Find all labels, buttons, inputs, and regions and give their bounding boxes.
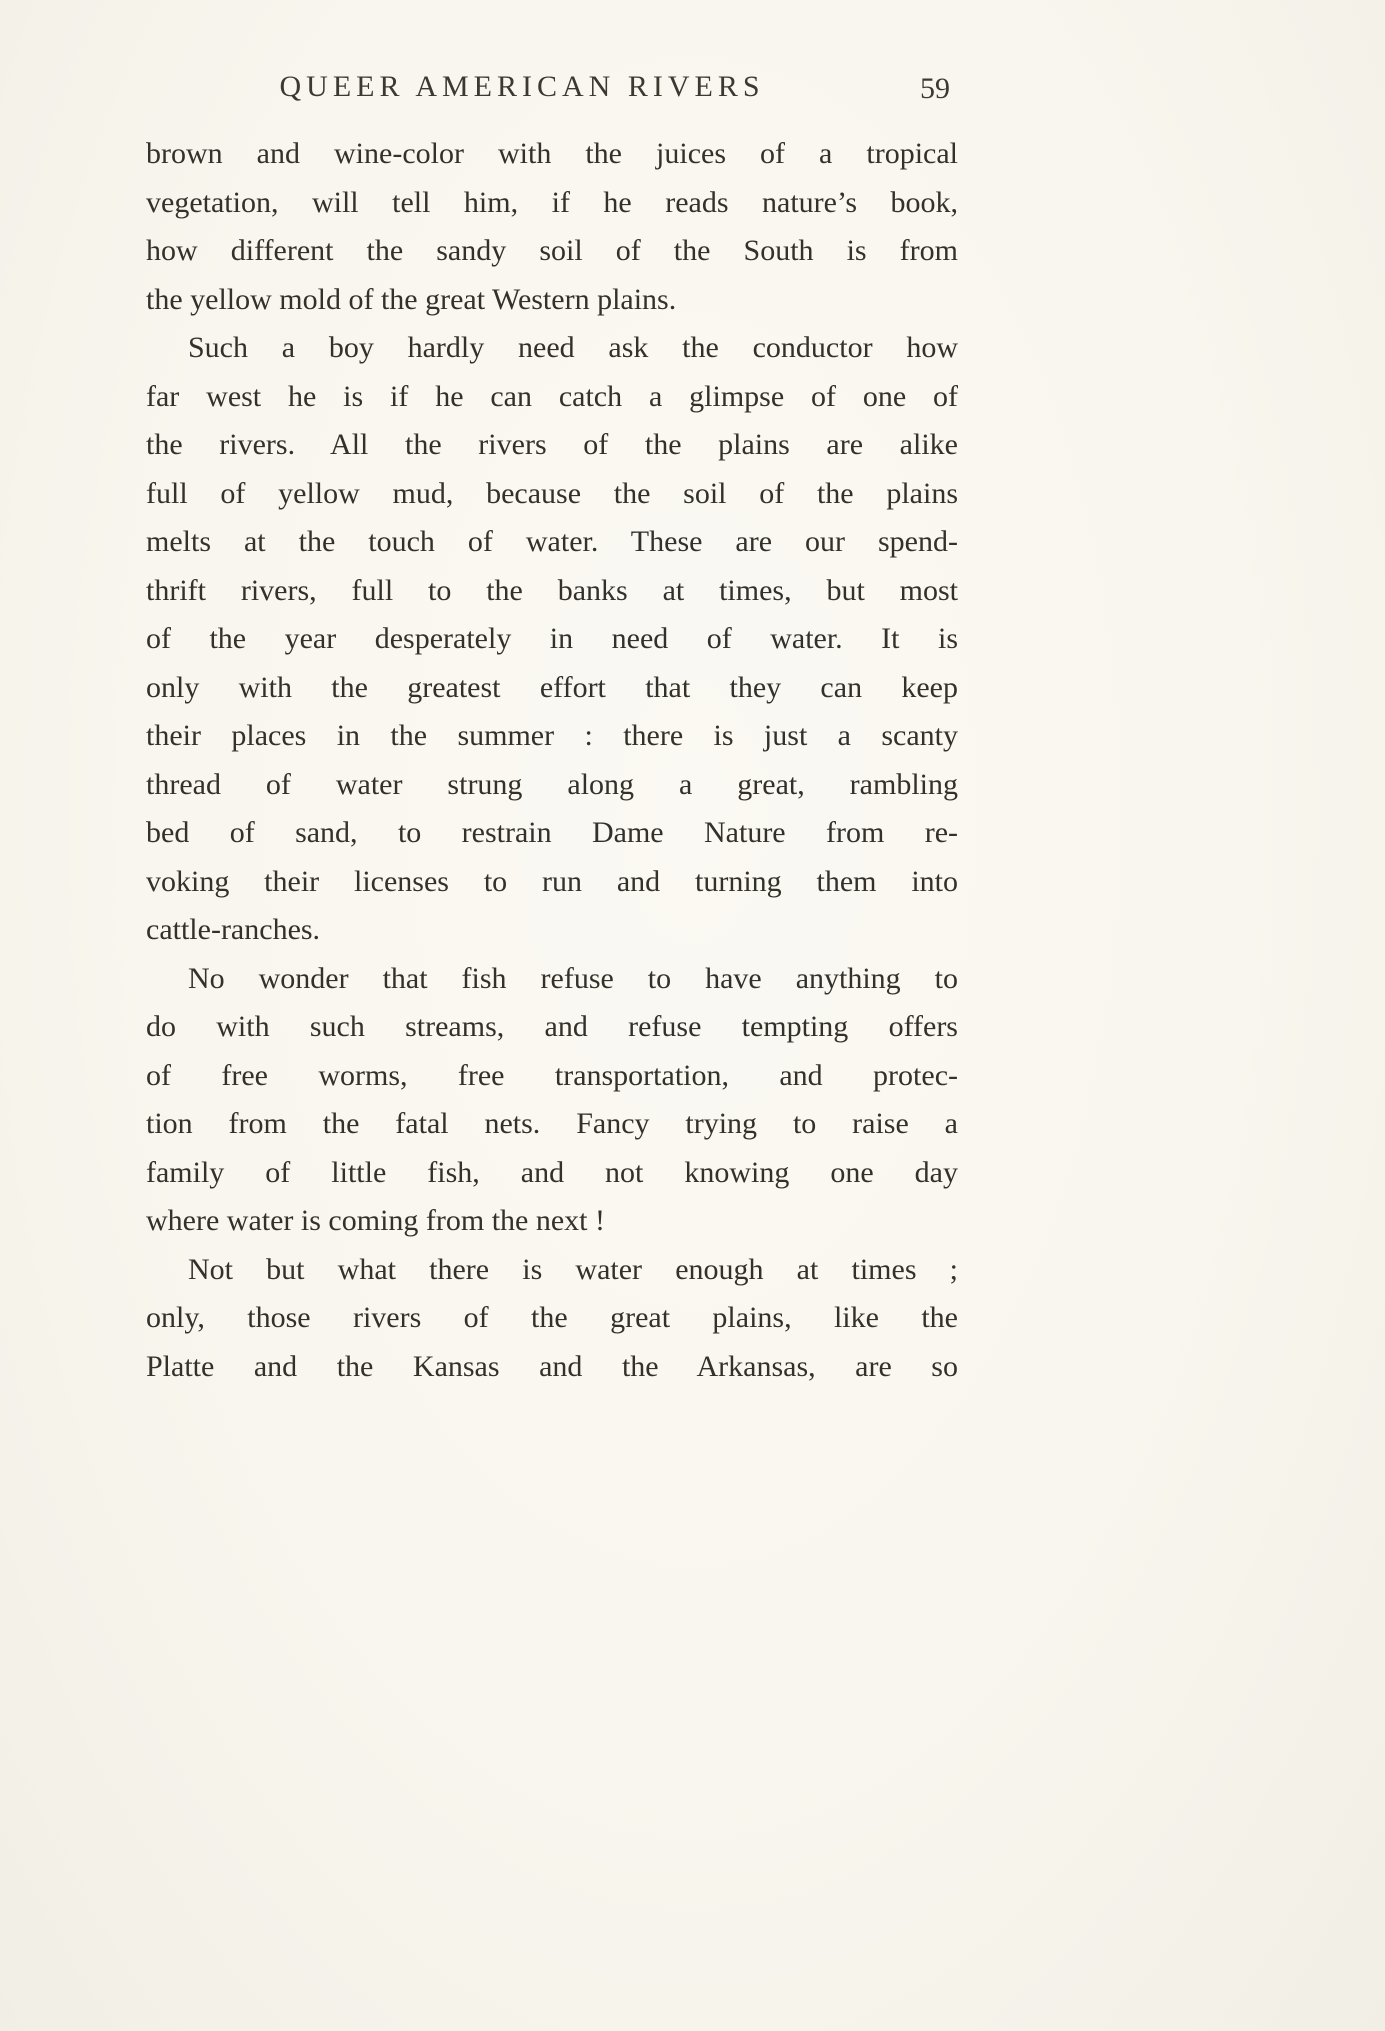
text-line: thread of water strung along a great, rambling bbox=[146, 767, 958, 801]
text-line: Not but what there is water enough at times ; bbox=[188, 1252, 958, 1286]
paragraph bbox=[146, 1246, 958, 1392]
page-number: 59 bbox=[920, 72, 950, 105]
text-line: thrift rivers, full to the banks at times, but most bbox=[146, 573, 958, 607]
text-line: of free worms, free transportation, and protec- bbox=[146, 1058, 958, 1092]
text-line: melts at the touch of water. These are our spend- bbox=[146, 525, 958, 558]
text-line: Such a boy hardly need ask the conductor how bbox=[188, 331, 958, 364]
text-line: Platte and the Kansas and the Arkansas, are so bbox=[146, 1349, 958, 1383]
text-line: where water is coming from the next ! bbox=[146, 1204, 606, 1237]
text-line: vegetation, will tell him, if he reads nature’s book, bbox=[146, 185, 958, 219]
text-line: only, those rivers of the great plains, like the bbox=[146, 1301, 958, 1334]
text-line: brown and wine-color with the juices of a tropical bbox=[146, 137, 958, 170]
text-line: bed of sand, to restrain Dame Nature from re- bbox=[146, 816, 958, 849]
text-line: voking their licenses to run and turning them into bbox=[146, 864, 958, 898]
text-line: tion from the fatal nets. Fancy trying to raise a bbox=[146, 1107, 958, 1140]
text-line: only with the greatest effort that they can keep bbox=[146, 670, 958, 704]
running-header bbox=[146, 64, 958, 114]
page-title: QUEER AMERICAN RIVERS bbox=[279, 70, 765, 103]
text-line: family of little fish, and not knowing one day bbox=[146, 1155, 958, 1189]
text-line: their places in the summer : there is just a scanty bbox=[146, 719, 958, 752]
text-line: do with such streams, and refuse tempting offers bbox=[146, 1010, 958, 1043]
text-line: far west he is if he can catch a glimpse of one of bbox=[146, 379, 958, 413]
text-line: the yellow mold of the great Western plains. bbox=[146, 282, 677, 316]
text-line: full of yellow mud, because the soil of the plains bbox=[146, 476, 958, 510]
text-line: how different the sandy soil of the South is from bbox=[146, 234, 958, 267]
text-line: the rivers. All the rivers of the plains are alike bbox=[146, 428, 958, 461]
paragraph bbox=[146, 324, 958, 955]
paragraph bbox=[146, 955, 958, 1246]
body-text bbox=[146, 130, 958, 1391]
text-block bbox=[146, 64, 958, 1391]
paragraph bbox=[146, 130, 958, 324]
text-line: cattle-ranches. bbox=[146, 913, 321, 946]
text-line: No wonder that fish refuse to have anything to bbox=[188, 961, 958, 995]
text-line: of the year desperately in need of water. It is bbox=[146, 622, 958, 655]
